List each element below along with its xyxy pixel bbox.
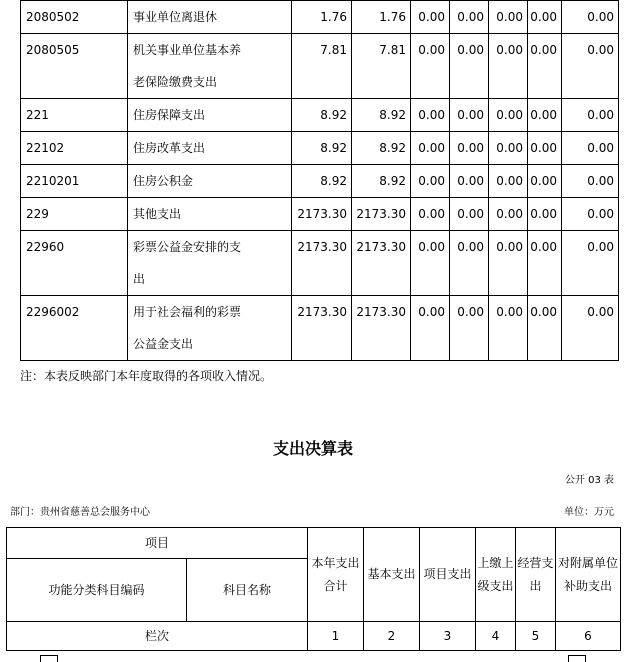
cell-value: 0.00 — [411, 296, 450, 361]
col-number: 3 — [420, 622, 476, 651]
cell-value: 0.00 — [528, 132, 562, 165]
cell-code: 22960 — [21, 231, 128, 296]
cell-value: 0.00 — [562, 165, 619, 198]
cell-value: 0.00 — [450, 1, 489, 34]
cell-value: 0.00 — [411, 99, 450, 132]
cell-name-line: 彩票公益金安排的支 — [133, 240, 242, 254]
cell-value: 0.00 — [528, 296, 562, 361]
cell-value: 0.00 — [528, 34, 562, 99]
col-number: 1 — [308, 622, 364, 651]
cell-value: 0.00 — [450, 99, 489, 132]
cell-value: 2173.30 — [292, 231, 352, 296]
cell-value: 0.00 — [411, 165, 450, 198]
cell-code: 221 — [21, 99, 128, 132]
cell-value: 8.92 — [292, 99, 352, 132]
cell-value: 0.00 — [411, 231, 450, 296]
cell-value: 7.81 — [292, 34, 352, 99]
table-row — [21, 34, 619, 99]
cell-name-line: 住房公积金 — [133, 174, 194, 188]
cell-value: 0.00 — [562, 132, 619, 165]
cell-name — [128, 165, 292, 198]
cell-value: 2173.30 — [292, 296, 352, 361]
cell-name — [128, 132, 292, 165]
cell-value: 7.81 — [352, 34, 411, 99]
cell-name — [128, 34, 292, 99]
cell-value: 0.00 — [528, 99, 562, 132]
header-col-6: 对附属单位补助支出 — [556, 528, 621, 622]
table-row — [21, 198, 619, 231]
cell-value: 0.00 — [450, 198, 489, 231]
table-row — [21, 165, 619, 198]
header-col-4: 上缴上级支出 — [476, 528, 516, 622]
cell-value: 0.00 — [562, 99, 619, 132]
cell-code: 2080502 — [21, 1, 128, 34]
cell-value: 0.00 — [489, 132, 528, 165]
cell-value: 8.92 — [292, 165, 352, 198]
cell-value: 0.00 — [562, 198, 619, 231]
cell-name — [128, 198, 292, 231]
cell-name — [128, 1, 292, 34]
cell-code: 2296002 — [21, 296, 128, 361]
cell-name-line: 公益金支出 — [133, 337, 194, 351]
expenditure-detail-table — [20, 0, 619, 361]
cell-value: 0.00 — [528, 165, 562, 198]
cell-name — [128, 296, 292, 361]
cell-value: 8.92 — [352, 132, 411, 165]
header-col-5: 经营支出 — [516, 528, 556, 622]
cell-code: 2080505 — [21, 34, 128, 99]
table-row — [21, 132, 619, 165]
col-number: 5 — [516, 622, 556, 651]
cell-name-line: 用于社会福利的彩票 — [133, 305, 242, 319]
cell-value: 0.00 — [562, 231, 619, 296]
cell-value: 0.00 — [489, 165, 528, 198]
table-row — [21, 1, 619, 34]
cell-value: 0.00 — [450, 296, 489, 361]
cell-code: 229 — [21, 198, 128, 231]
cell-value: 0.00 — [411, 1, 450, 34]
row-label: 栏次 — [7, 622, 308, 651]
cell-value: 0.00 — [450, 231, 489, 296]
cell-value: 2173.30 — [352, 231, 411, 296]
cell-value: 0.00 — [489, 34, 528, 99]
table-note: 注：本表反映部门本年度取得的各项收入情况。 — [20, 369, 273, 383]
table-row — [21, 231, 619, 296]
cell-value: 8.92 — [352, 99, 411, 132]
header-project: 项目 — [7, 528, 308, 559]
header-col-1: 本年支出合计 — [308, 528, 364, 622]
cell-name-line: 住房保障支出 — [133, 108, 206, 122]
page-title: 支出决算表 — [272, 439, 353, 458]
cell-value: 0.00 — [411, 34, 450, 99]
cell-value: 0.00 — [489, 231, 528, 296]
cell-name-line: 住房改革支出 — [133, 141, 206, 155]
cell-name-line: 事业单位离退休 — [133, 10, 218, 24]
cell-code: 22102 — [21, 132, 128, 165]
cell-value: 2173.30 — [352, 296, 411, 361]
cell-name-line: 出 — [133, 272, 146, 286]
header-subject-name: 科目名称 — [187, 559, 308, 622]
cell-value: 0.00 — [489, 99, 528, 132]
cell-value: 2173.30 — [352, 198, 411, 231]
cell-name — [128, 231, 292, 296]
cell-name-line: 老保险缴费支出 — [133, 75, 218, 89]
cell-value: 0.00 — [411, 132, 450, 165]
cell-value: 8.92 — [292, 132, 352, 165]
cell-value: 2173.30 — [292, 198, 352, 231]
cell-value: 0.00 — [528, 231, 562, 296]
col-number: 6 — [556, 622, 621, 651]
cell-value: 1.76 — [352, 1, 411, 34]
header-col-2: 基本支出 — [364, 528, 420, 622]
cell-value: 1.76 — [292, 1, 352, 34]
cell-value: 0.00 — [562, 34, 619, 99]
form-code: 公开 03 表 — [564, 475, 614, 486]
cell-value: 8.92 — [352, 165, 411, 198]
cell-value: 0.00 — [411, 198, 450, 231]
cell-value: 0.00 — [562, 296, 619, 361]
cell-value: 0.00 — [489, 296, 528, 361]
cell-value: 0.00 — [450, 34, 489, 99]
cell-value: 0.00 — [562, 1, 619, 34]
cell-name-line: 其他支出 — [133, 207, 182, 221]
col-number: 2 — [364, 622, 420, 651]
department-label: 部门：贵州省慈善总会服务中心 — [10, 507, 150, 518]
cell-value: 0.00 — [450, 165, 489, 198]
header-col-3: 项目支出 — [420, 528, 476, 622]
cell-value: 0.00 — [528, 1, 562, 34]
col-number: 4 — [476, 622, 516, 651]
cell-value: 0.00 — [489, 1, 528, 34]
cell-name — [128, 99, 292, 132]
table-row — [21, 99, 619, 132]
cell-value: 0.00 — [528, 198, 562, 231]
unit-label: 单位：万元 — [564, 507, 614, 518]
cell-code: 2210201 — [21, 165, 128, 198]
cell-value: 0.00 — [450, 132, 489, 165]
cell-value: 0.00 — [489, 198, 528, 231]
cell-name-line: 机关事业单位基本养 — [133, 43, 242, 57]
table-row — [21, 296, 619, 361]
expenditure-summary-table — [6, 527, 621, 651]
header-func-code: 功能分类科目编码 — [7, 559, 187, 622]
